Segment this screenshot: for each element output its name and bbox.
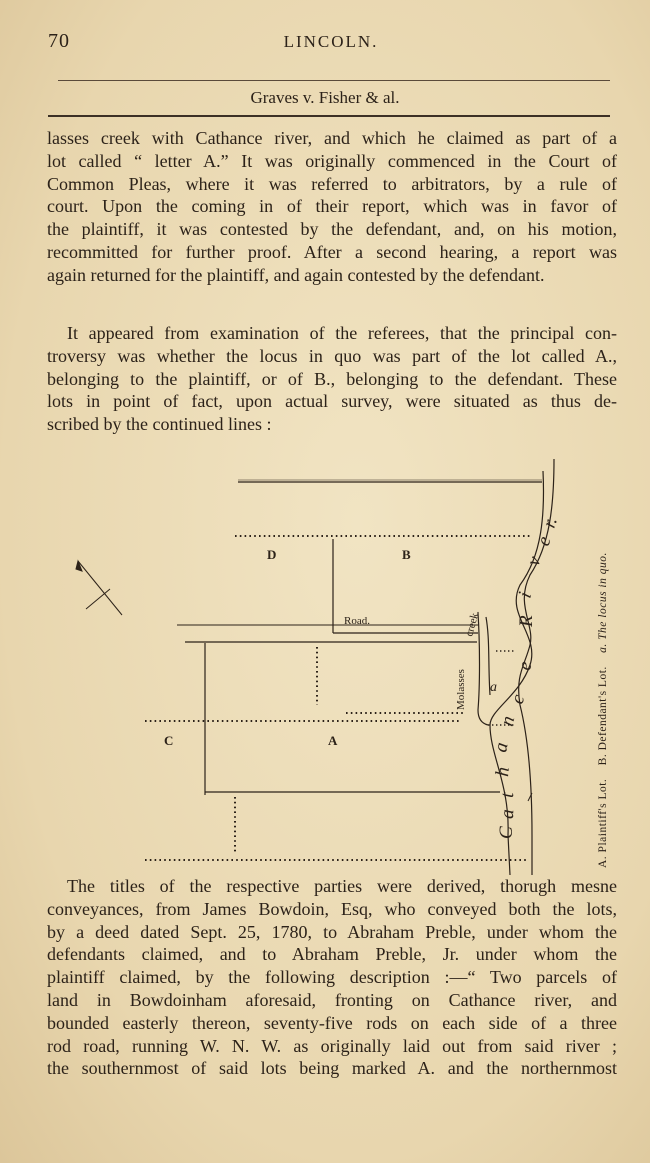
survey-map-svg <box>60 455 620 875</box>
case-title <box>0 88 650 108</box>
lot-label-a: A <box>328 733 338 748</box>
text-line: by a deed dated Sept. 25, 1780, to Abraham Preble, under whom the <box>47 921 617 942</box>
lot-label-c: C <box>164 733 174 748</box>
river-letter: i <box>514 589 537 601</box>
text-line: conveyances, from James Bowdoin, Esq, who conveyed both the lots, <box>47 898 617 919</box>
text-line: lot called “ letter A.” It was originally commenced in the Court of <box>47 150 617 171</box>
text-line: lots in point of fact, upon actual survey, were situated as thus de- <box>47 391 617 412</box>
text-line: lasses creek with Cathance river, and which he claimed as part of a <box>47 128 617 148</box>
text-line: bounded easterly thereon, seventy-five rods on each side of a three <box>47 1012 617 1033</box>
compass-icon <box>76 561 122 615</box>
legend-item: B. Defendant's Lot. <box>597 666 609 766</box>
paragraph-3 <box>47 875 617 1080</box>
river-letter: h <box>492 766 514 778</box>
road-label: Road. <box>344 615 370 627</box>
lot-survey-diagram <box>60 455 620 875</box>
header-rule-top <box>58 80 610 81</box>
legend-item: a. The locus in quo. <box>597 552 609 653</box>
header-rule-bottom <box>48 115 610 117</box>
text-line: the plaintiff, it was contested by the defendant, and, on his motion, <box>47 219 617 240</box>
lot-label-d: D <box>267 547 277 562</box>
river-letter: C <box>496 826 517 839</box>
river-letter: a <box>497 808 519 820</box>
text-line: again returned for the plaintiff, and again contested by the defendant. <box>47 264 545 285</box>
river-letter: a <box>490 740 513 754</box>
text-line: Common Pleas, where it was referred to arbitrators, by a rule of <box>47 173 617 194</box>
text-line: belonging to the plaintiff, or of B., belonging to the defendant. These <box>47 368 617 389</box>
river-letter: r. <box>538 514 562 531</box>
locus-label: a <box>490 680 497 695</box>
river-letter: e <box>514 659 537 672</box>
text-line: rod road, running W. N. W. as originally laid out from said river ; <box>47 1035 617 1056</box>
river-letter: v <box>522 553 546 569</box>
text-line: scribed by the continued lines : <box>47 414 272 435</box>
river-name <box>490 515 562 839</box>
case-title-text: Graves v. Fisher & al. <box>250 88 400 107</box>
river-letter: n <box>496 713 520 729</box>
molasses-creek-left-bank <box>478 613 488 725</box>
diagram-legend <box>597 542 609 868</box>
text-line: the southernmost of said lots being marked A. and the northernmost <box>47 1058 617 1079</box>
river-letter: R <box>516 615 537 627</box>
river-letter: t <box>497 792 519 799</box>
running-head <box>48 30 614 56</box>
text-line: plaintiff claimed, by the following description :—“ Two parcels of <box>47 967 617 988</box>
text-line: The titles of the respective parties were derived, thorugh mesne <box>67 876 617 896</box>
paragraph-2 <box>47 322 617 436</box>
legend-item: A. Plaintiff's Lot. <box>597 778 609 868</box>
running-title: LINCOLN. <box>283 32 379 51</box>
text-line: It appeared from examination of the referees, that the principal con- <box>67 323 617 343</box>
text-line: defendants claimed, and to Abraham Preble, Jr. under whom the <box>47 944 617 965</box>
text-line: troversy was whether the locus in quo was part of the lot called A., <box>47 345 617 366</box>
river-letter: c <box>506 692 530 707</box>
lot-label-b: B <box>402 547 411 562</box>
creek-label: creek. <box>463 609 482 638</box>
river-letter: e <box>532 533 556 549</box>
page-number: 70 <box>48 30 70 52</box>
molasses-label: Molasses <box>455 669 467 710</box>
text-line: recommitted for further proof. After a second hearing, a report was <box>47 241 617 262</box>
text-line: court. Upon the coming in of their report, which was in favor of <box>47 196 617 217</box>
paragraph-1 <box>47 127 617 287</box>
text-line: land in Bowdoinham aforesaid, fronting on Cathance river, and <box>47 989 617 1010</box>
